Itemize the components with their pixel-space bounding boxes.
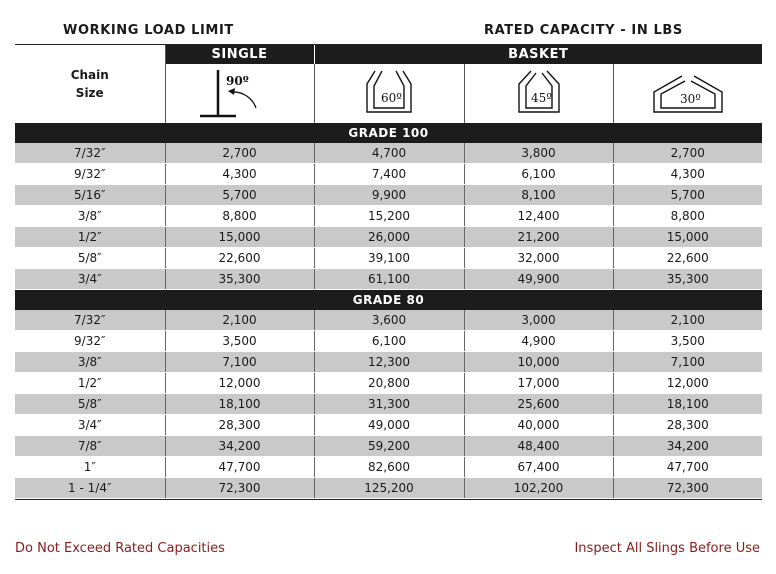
capacity-cell: 8,800 bbox=[613, 206, 762, 227]
angle-45-label: 45º bbox=[530, 91, 552, 105]
angle-60-label: 60º bbox=[381, 91, 402, 105]
capacity-cell: 32,000 bbox=[464, 248, 613, 269]
capacity-cell: 6,100 bbox=[314, 331, 464, 352]
table-row bbox=[15, 457, 762, 478]
table-row bbox=[15, 394, 762, 415]
table-row bbox=[15, 185, 762, 206]
capacity-cell: 48,400 bbox=[464, 436, 613, 457]
capacity-cell: 49,000 bbox=[314, 415, 464, 436]
table-row bbox=[15, 269, 762, 290]
grade-title: GRADE 100 bbox=[15, 123, 762, 143]
rated-capacity-title: RATED CAPACITY - IN LBS bbox=[484, 23, 683, 38]
capacity-cell: 20,800 bbox=[314, 373, 464, 394]
basket-60-diagram bbox=[314, 64, 464, 123]
chain-size-cell: 5/16″ bbox=[15, 185, 165, 206]
capacity-cell: 5,700 bbox=[613, 185, 762, 206]
capacity-cell: 21,200 bbox=[464, 227, 613, 248]
footer-inspect: Inspect All Slings Before Use bbox=[574, 541, 760, 556]
capacity-cell: 3,000 bbox=[464, 310, 613, 331]
single-90-icon bbox=[190, 64, 290, 120]
chain-size-cell: 1/2″ bbox=[15, 373, 165, 394]
chain-size-cell: 9/32″ bbox=[15, 164, 165, 185]
capacity-cell: 61,100 bbox=[314, 269, 464, 290]
chain-size-line1: Chain bbox=[70, 68, 109, 82]
chain-size-cell: 1/2″ bbox=[15, 227, 165, 248]
grade-header-row bbox=[15, 123, 762, 143]
table-bottom-rule bbox=[15, 499, 762, 500]
capacity-cell: 5,700 bbox=[165, 185, 314, 206]
capacity-cell: 40,000 bbox=[464, 415, 613, 436]
angle-90-label: 90º bbox=[225, 74, 249, 88]
capacity-cell: 2,700 bbox=[613, 143, 762, 164]
chain-size-cell: 5/8″ bbox=[15, 248, 165, 269]
capacity-cell: 8,100 bbox=[464, 185, 613, 206]
chain-size-cell: 7/32″ bbox=[15, 310, 165, 331]
capacity-cell: 12,000 bbox=[613, 373, 762, 394]
grade-header-row bbox=[15, 290, 762, 311]
basket-header: BASKET bbox=[314, 45, 762, 64]
capacity-cell: 22,600 bbox=[613, 248, 762, 269]
capacity-cell: 6,100 bbox=[464, 164, 613, 185]
chain-size-cell: 9/32″ bbox=[15, 331, 165, 352]
capacity-cell: 102,200 bbox=[464, 478, 613, 499]
footer-warning: Do Not Exceed Rated Capacities bbox=[15, 541, 225, 556]
capacity-cell: 26,000 bbox=[314, 227, 464, 248]
capacity-cell: 8,800 bbox=[165, 206, 314, 227]
capacity-cell: 28,300 bbox=[613, 415, 762, 436]
chain-size-cell: 5/8″ bbox=[15, 394, 165, 415]
capacity-cell: 18,100 bbox=[165, 394, 314, 415]
table-row bbox=[15, 478, 762, 499]
basket-45-icon bbox=[489, 64, 589, 120]
chain-size-cell: 7/8″ bbox=[15, 436, 165, 457]
table-row bbox=[15, 415, 762, 436]
capacity-sheet bbox=[15, 16, 762, 500]
capacity-cell: 17,000 bbox=[464, 373, 613, 394]
chain-size-cell: 7/32″ bbox=[15, 143, 165, 164]
table-row bbox=[15, 248, 762, 269]
working-load-limit-title: WORKING LOAD LIMIT bbox=[63, 23, 234, 38]
capacity-cell: 4,700 bbox=[314, 143, 464, 164]
capacity-cell: 7,100 bbox=[613, 352, 762, 373]
capacity-cell: 9,900 bbox=[314, 185, 464, 206]
capacity-cell: 59,200 bbox=[314, 436, 464, 457]
table-row bbox=[15, 164, 762, 185]
title-row bbox=[15, 16, 762, 45]
basket-45-diagram bbox=[464, 64, 613, 123]
capacity-cell: 12,400 bbox=[464, 206, 613, 227]
capacity-cell: 25,600 bbox=[464, 394, 613, 415]
capacity-cell: 4,300 bbox=[165, 164, 314, 185]
grade-title: GRADE 80 bbox=[15, 290, 762, 311]
capacity-cell: 47,700 bbox=[165, 457, 314, 478]
capacity-cell: 12,300 bbox=[314, 352, 464, 373]
chain-size-cell: 3/8″ bbox=[15, 352, 165, 373]
chain-size-cell: 1 - 1/4″ bbox=[15, 478, 165, 499]
chain-size-cell: 3/8″ bbox=[15, 206, 165, 227]
table-row bbox=[15, 310, 762, 331]
capacity-cell: 72,300 bbox=[613, 478, 762, 499]
table-row bbox=[15, 227, 762, 248]
table-row bbox=[15, 331, 762, 352]
capacity-cell: 125,200 bbox=[314, 478, 464, 499]
basket-30-icon bbox=[638, 64, 738, 120]
capacity-cell: 34,200 bbox=[613, 436, 762, 457]
capacity-table bbox=[15, 45, 762, 499]
capacity-cell: 3,600 bbox=[314, 310, 464, 331]
capacity-cell: 49,900 bbox=[464, 269, 613, 290]
capacity-cell: 34,200 bbox=[165, 436, 314, 457]
capacity-cell: 2,100 bbox=[165, 310, 314, 331]
capacity-cell: 22,600 bbox=[165, 248, 314, 269]
capacity-cell: 15,000 bbox=[165, 227, 314, 248]
capacity-cell: 82,600 bbox=[314, 457, 464, 478]
capacity-cell: 3,800 bbox=[464, 143, 613, 164]
capacity-cell: 15,000 bbox=[613, 227, 762, 248]
capacity-cell: 39,100 bbox=[314, 248, 464, 269]
table-row bbox=[15, 373, 762, 394]
table-row bbox=[15, 352, 762, 373]
capacity-cell: 18,100 bbox=[613, 394, 762, 415]
chain-size-line2: Size bbox=[75, 86, 104, 100]
table-row bbox=[15, 143, 762, 164]
capacity-cell: 67,400 bbox=[464, 457, 613, 478]
capacity-cell: 3,500 bbox=[165, 331, 314, 352]
chain-size-cell: 1″ bbox=[15, 457, 165, 478]
chain-size-cell: 3/4″ bbox=[15, 269, 165, 290]
chain-size-cell: 3/4″ bbox=[15, 415, 165, 436]
capacity-cell: 28,300 bbox=[165, 415, 314, 436]
basket-30-diagram bbox=[613, 64, 762, 123]
capacity-cell: 2,700 bbox=[165, 143, 314, 164]
angle-30-label: 30º bbox=[679, 92, 701, 106]
capacity-cell: 4,900 bbox=[464, 331, 613, 352]
capacity-cell: 47,700 bbox=[613, 457, 762, 478]
chain-size-header bbox=[15, 45, 165, 123]
single-90-diagram bbox=[165, 64, 314, 123]
table-row bbox=[15, 206, 762, 227]
capacity-cell: 12,000 bbox=[165, 373, 314, 394]
capacity-cell: 35,300 bbox=[165, 269, 314, 290]
single-header: SINGLE bbox=[165, 45, 314, 64]
basket-60-icon bbox=[339, 64, 439, 120]
capacity-cell: 72,300 bbox=[165, 478, 314, 499]
capacity-cell: 10,000 bbox=[464, 352, 613, 373]
capacity-cell: 31,300 bbox=[314, 394, 464, 415]
capacity-cell: 3,500 bbox=[613, 331, 762, 352]
capacity-cell: 35,300 bbox=[613, 269, 762, 290]
capacity-cell: 4,300 bbox=[613, 164, 762, 185]
capacity-cell: 7,100 bbox=[165, 352, 314, 373]
capacity-cell: 2,100 bbox=[613, 310, 762, 331]
table-row bbox=[15, 436, 762, 457]
capacity-cell: 7,400 bbox=[314, 164, 464, 185]
capacity-cell: 15,200 bbox=[314, 206, 464, 227]
